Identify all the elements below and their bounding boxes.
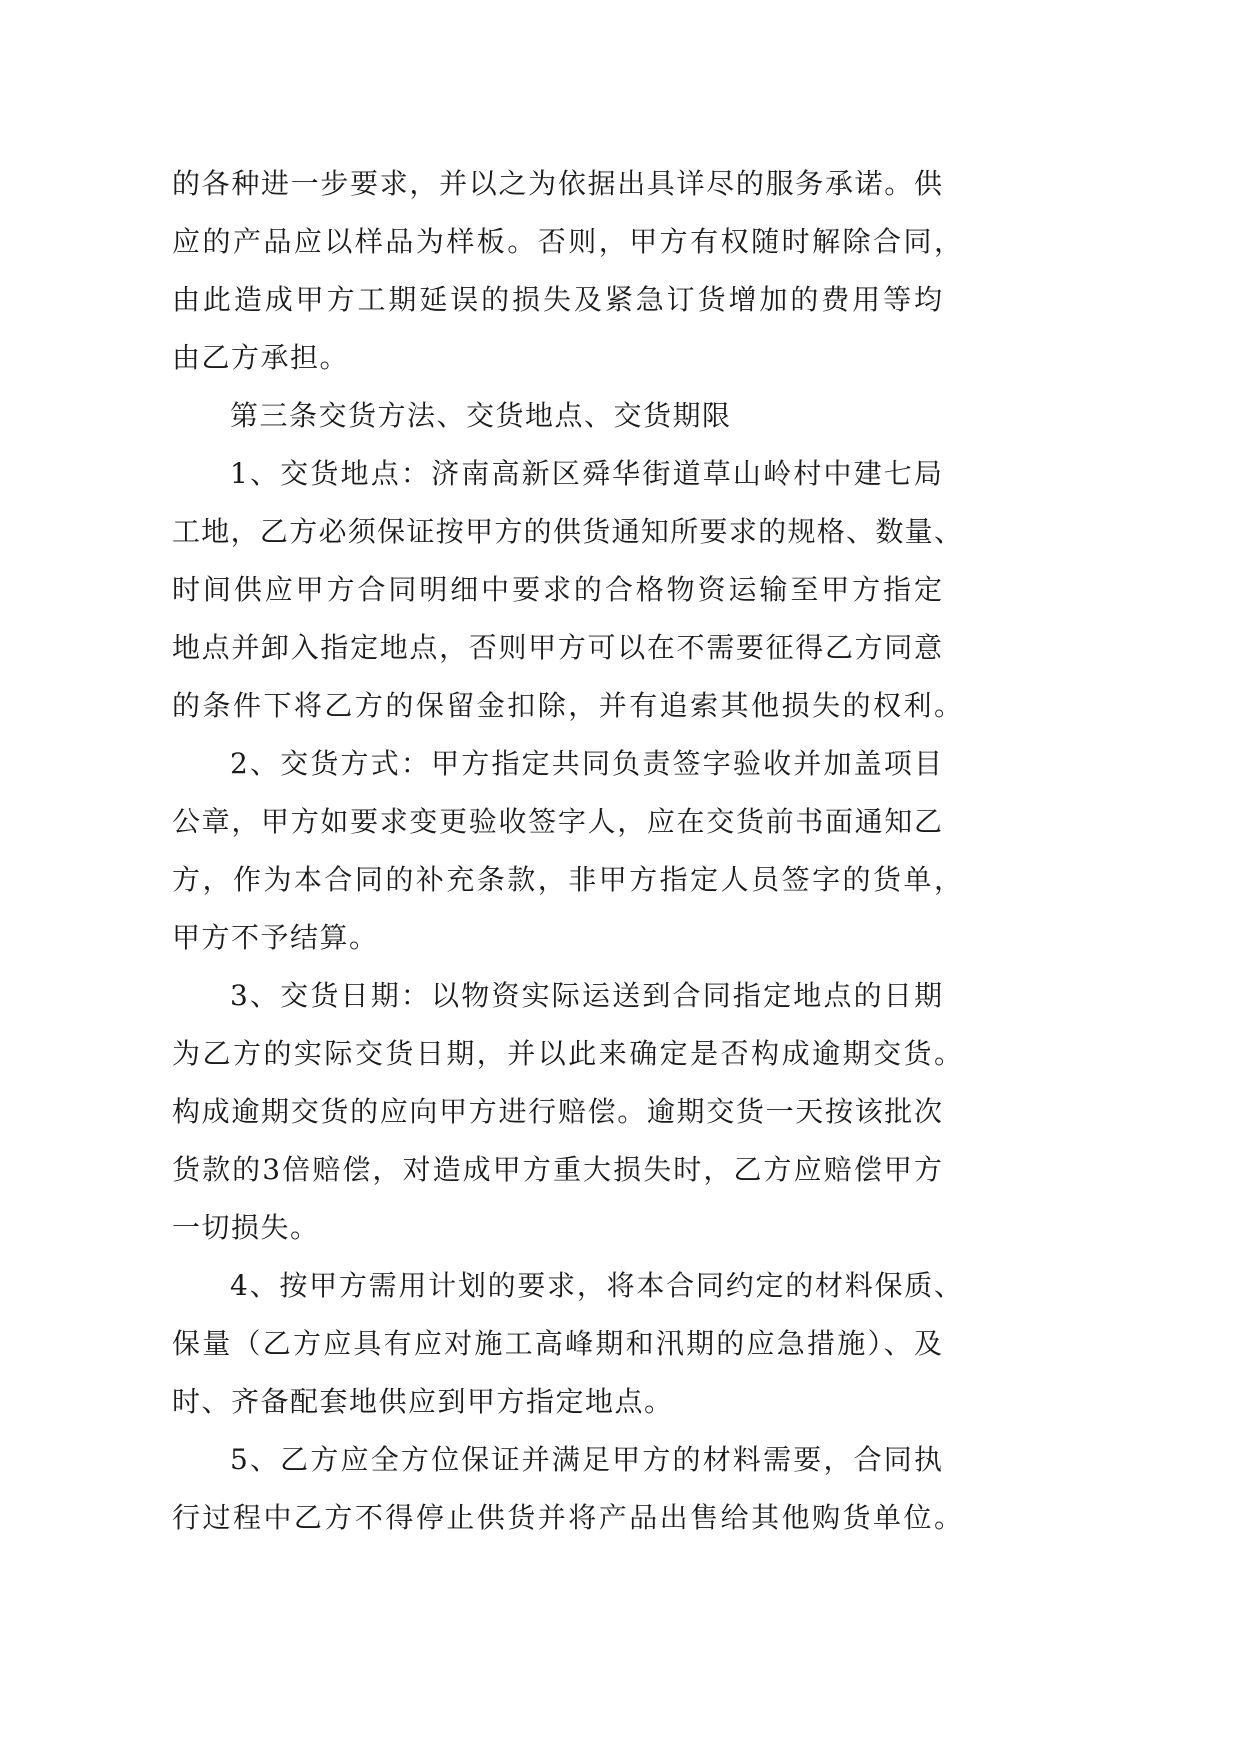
text-line: 方，作为本合同的补充条款，非甲方指定人员签字的货单， <box>172 863 962 896</box>
clause-1-delivery-location <box>172 445 972 735</box>
text-line: 5、乙方应全方位保证并满足甲方的材料需要，合同执 <box>230 1443 942 1476</box>
text-line: 时间供应甲方合同明细中要求的合格物资运输至甲方指定 <box>172 573 942 606</box>
text-line: 2、交货方式：甲方指定共同负责签字验收并加盖项目 <box>230 747 942 780</box>
text-line: 货款的3倍赔偿，对造成甲方重大损失时，乙方应赔偿甲方 <box>172 1153 942 1186</box>
text-line: 行过程中乙方不得停止供货并将产品出售给其他购货单位。 <box>172 1501 962 1534</box>
text-line: 时、齐备配套地供应到甲方指定地点。 <box>172 1385 674 1418</box>
text-line: 3、交货日期：以物资实际运送到合同指定地点的日期 <box>230 979 942 1012</box>
clause-2-delivery-method <box>172 735 972 967</box>
text-line: 1、交货地点：济南高新区舜华街道草山岭村中建七局 <box>230 457 942 490</box>
document-body <box>172 155 972 1547</box>
text-line: 由此造成甲方工期延误的损失及紧急订货增加的费用等均 <box>172 283 942 316</box>
text-line: 应的产品应以样品为样板。否则，甲方有权随时解除合同， <box>172 225 962 258</box>
text-line: 公章，甲方如要求变更验收签字人，应在交货前书面通知乙 <box>172 805 942 838</box>
text-line: 甲方不予结算。 <box>172 921 379 954</box>
text-line: 为乙方的实际交货日期，并以此来确定是否构成逾期交货。 <box>172 1037 962 1070</box>
clause-3-delivery-date <box>172 967 972 1257</box>
text-line: 由乙方承担。 <box>172 341 350 374</box>
text-line: 工地，乙方必须保证按甲方的供货通知所要求的规格、数量、 <box>172 515 962 548</box>
text-line: 的各种进一步要求，并以之为依据出具详尽的服务承诺。供 <box>172 167 942 200</box>
clause-5-material-guarantee <box>172 1431 972 1547</box>
text-line: 4、按甲方需用计划的要求，将本合同约定的材料保质、 <box>230 1269 962 1302</box>
text-line: 的条件下将乙方的保留金扣除，并有追索其他损失的权利。 <box>172 689 962 722</box>
section-heading-article-3 <box>172 387 972 445</box>
text-line: 保量（乙方应具有应对施工高峰期和汛期的应急措施）、及 <box>172 1327 942 1360</box>
section-heading: 第三条交货方法、交货地点、交货期限 <box>230 399 732 432</box>
clause-4-supply-plan <box>172 1257 972 1431</box>
text-line: 地点并卸入指定地点，否则甲方可以在不需要征得乙方同意 <box>172 631 942 664</box>
text-line: 一切损失。 <box>172 1211 320 1244</box>
text-line: 构成逾期交货的应向甲方进行赔偿。逾期交货一天按该批次 <box>172 1095 942 1128</box>
paragraph-continued <box>172 155 972 387</box>
